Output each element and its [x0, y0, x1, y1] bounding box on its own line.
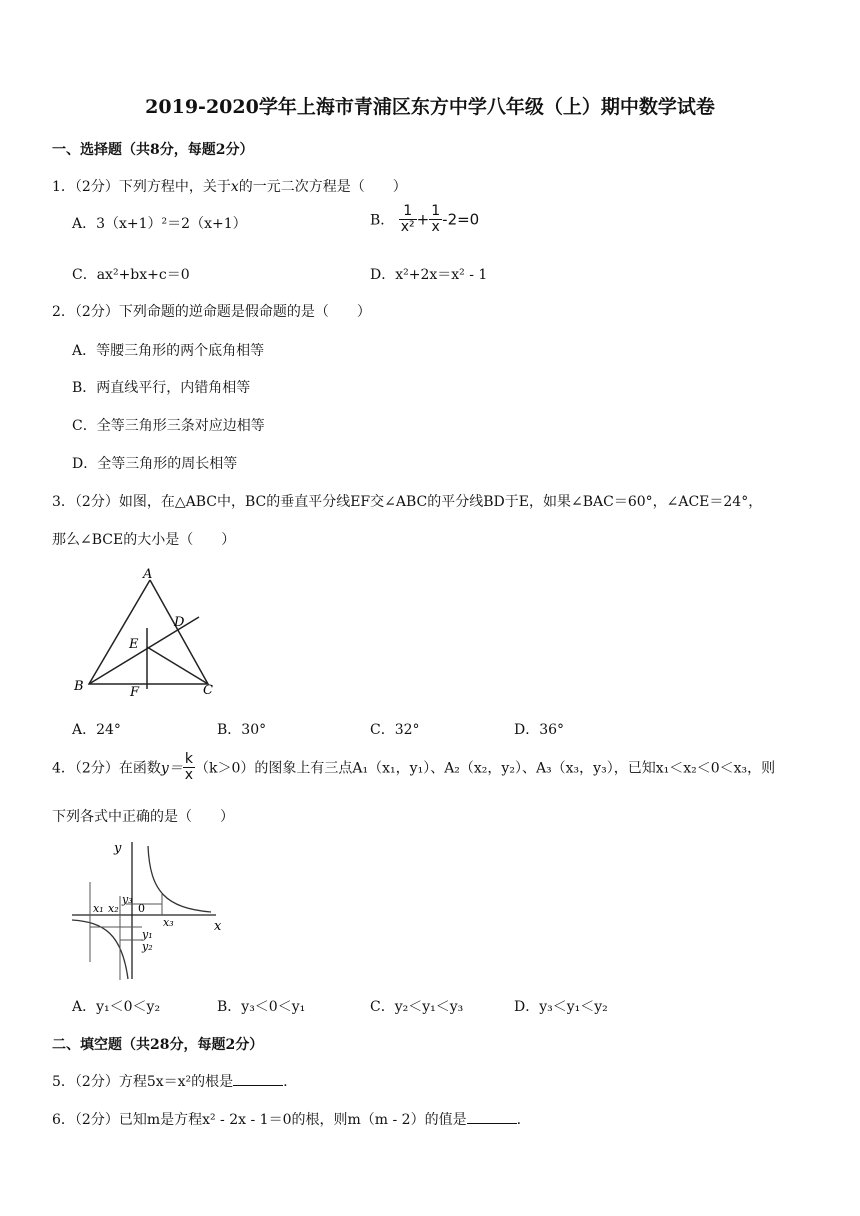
q4-option-c: C．y₂＜y₁＜y₃	[370, 999, 464, 1015]
label-x1: x₁	[93, 902, 104, 915]
q4-option-a: A．y₁＜0＜y₂	[72, 999, 161, 1015]
triangle-abc	[89, 580, 208, 684]
q4-stem-line2: 下列各式中正确的是（ ）	[52, 809, 234, 825]
q1-b-frac2-num: 1	[431, 203, 441, 219]
q1-option-c: C．ax²+bx+c＝0	[72, 267, 190, 283]
label-y2: y₂	[142, 940, 153, 953]
q2-stem: 2．（2分）下列命题的逆命题是假命题的是（ ）	[52, 304, 371, 320]
q6-tail: .	[516, 1112, 522, 1128]
q1-option-a: A．3（x+1）²＝2（x+1）	[72, 216, 247, 232]
section-heading-choice: 一、选择题（共8分，每题2分）	[52, 142, 254, 158]
q5-tail: .	[283, 1074, 288, 1090]
q1-stem-variable: x	[230, 179, 239, 195]
q4-stem-text: 4．（2分）在函数	[52, 760, 161, 777]
q1-b-tail: -2=0	[442, 210, 480, 229]
q6-stem-text: 6．（2分）已知m是方程x² - 2x - 1＝0的根，则m（m - 2）的值是	[52, 1112, 467, 1128]
q5-answer-blank[interactable]	[233, 1073, 283, 1086]
q1-b-frac2-den: x	[431, 219, 440, 235]
q1-stem	[52, 176, 407, 196]
q4-stem-line1	[52, 752, 775, 783]
label-e: E	[129, 637, 139, 652]
q2-option-b: B．两直线平行，内错角相等	[72, 380, 251, 396]
q4-frac-den: x	[184, 767, 194, 783]
q1-option-b-label: B．	[370, 212, 395, 229]
page-title: 2019-2020学年上海市青浦区东方中学八年级（上）期中数学试卷	[145, 96, 715, 118]
q1-b-fraction-2	[429, 204, 442, 235]
q6-answer-blank[interactable]	[467, 1111, 517, 1124]
q4-frac-num: k	[183, 752, 195, 768]
label-y: y	[114, 841, 122, 856]
label-a: A	[143, 567, 153, 582]
q1-b-frac1-den: x²	[400, 219, 415, 235]
label-x3: x₃	[163, 916, 174, 929]
label-f: F	[130, 685, 140, 700]
q2-option-c: C．全等三角形三条对应边相等	[72, 418, 265, 434]
q4-stem-y: y＝	[160, 760, 183, 777]
q1-b-frac1-num: 1	[399, 204, 417, 220]
q4-fraction	[183, 752, 195, 783]
q1-stem-text-end: 的一元二次方程是（ ）	[238, 179, 407, 195]
q3-stem-line2: 那么∠BCE的大小是（ ）	[52, 532, 236, 548]
label-c: C	[203, 683, 213, 698]
segment-ce	[147, 647, 208, 684]
q3-triangle-figure	[66, 562, 216, 702]
q3-option-d: D．36°	[514, 722, 565, 738]
label-d: D	[174, 615, 185, 630]
q2-option-a: A．等腰三角形的两个底角相等	[72, 343, 265, 359]
q5-stem	[52, 1071, 288, 1091]
q1-stem-text: 1．（2分）下列方程中，关于	[52, 179, 231, 195]
q3-option-b: B．30°	[217, 722, 267, 738]
section-heading-fill: 二、填空题（共28分，每题2分）	[52, 1037, 264, 1053]
q1-b-plus: +	[416, 210, 430, 229]
label-y1: y₁	[142, 928, 153, 941]
branch-positive	[148, 846, 211, 912]
q4-hyperbola-figure	[66, 834, 236, 984]
q2-option-d: D．全等三角形的周长相等	[72, 456, 238, 472]
q3-option-a: A．24°	[72, 722, 121, 738]
label-x2: x₂	[108, 902, 119, 915]
q4-option-b: B．y₃＜0＜y₁	[217, 999, 306, 1015]
q4-option-d: D．y₃＜y₁＜y₂	[514, 999, 608, 1015]
q3-option-c: C．32°	[370, 722, 420, 738]
label-y3: y₃	[122, 893, 133, 906]
q6-stem	[52, 1109, 521, 1129]
q1-option-b	[370, 204, 479, 235]
q5-stem-text: 5．（2分）方程5x＝x²的根是	[52, 1074, 234, 1090]
label-b: B	[74, 679, 84, 694]
q4-stem-text-end: （k＞0）的图象上有三点A₁（x₁，y₁）、A₂（x₂，y₂）、A₃（x₃，y₃），已知x₁＜x₂＜0＜x₃，则	[195, 760, 776, 777]
q1-option-d: D．x²+2x＝x² - 1	[370, 267, 488, 283]
q1-b-fraction-1	[399, 204, 417, 235]
label-origin: 0	[138, 902, 145, 915]
q3-stem-line1: 3．（2分）如图，在△ABC中，BC的垂直平分线EF交∠ABC的平分线BD于E，如果∠BAC＝60°，∠ACE＝24°，	[52, 494, 763, 510]
label-x: x	[214, 919, 222, 934]
